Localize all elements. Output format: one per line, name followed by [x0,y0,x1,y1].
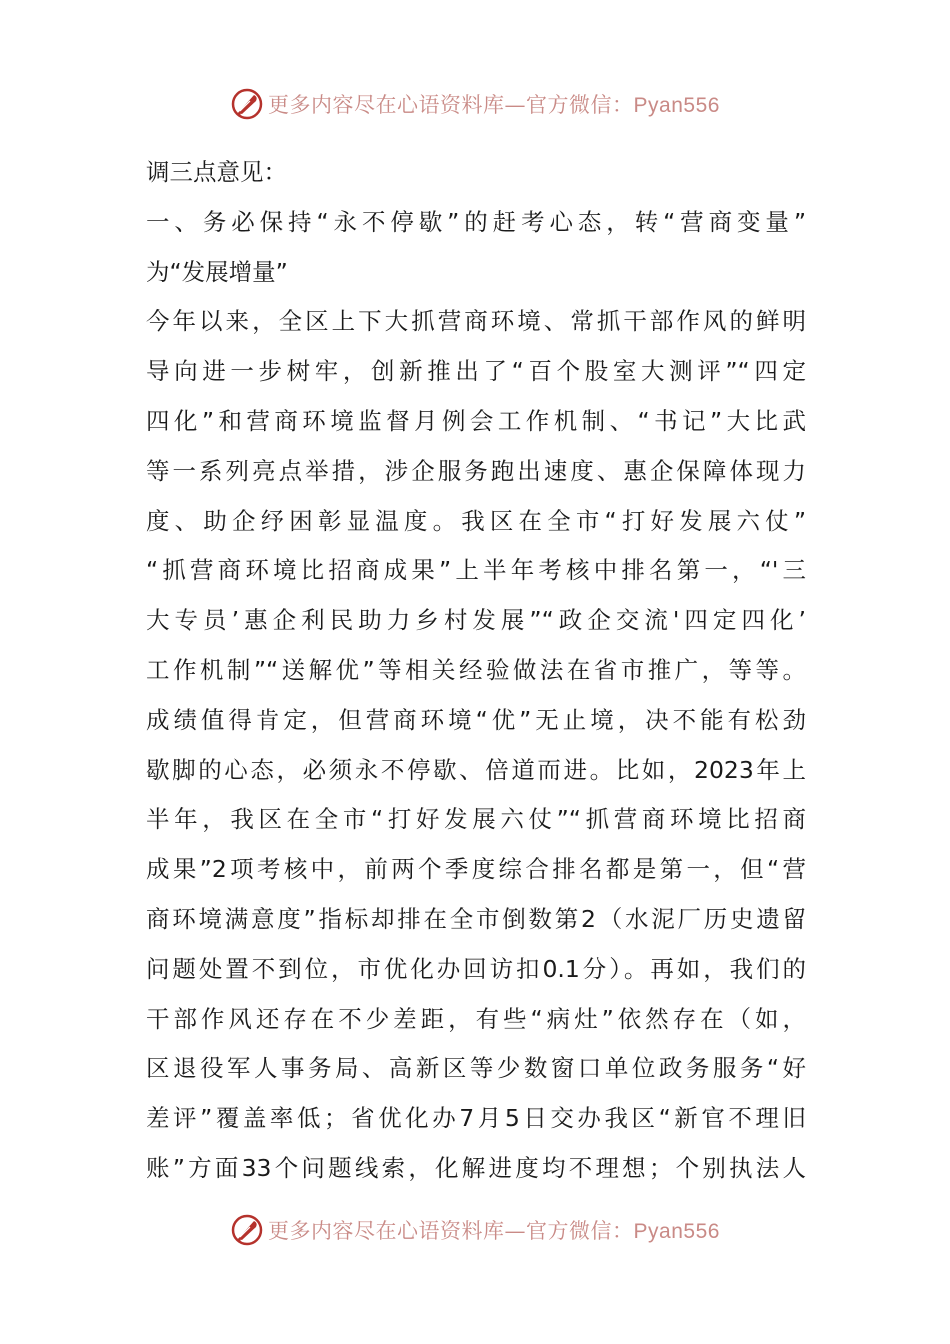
text-line: 差评”覆盖率低；省优化办7月5日交办我区“新官不理旧 [146,1104,806,1133]
quill-logo-icon [230,1213,264,1247]
text-line: 等一系列亮点举措，涉企服务跑出速度、惠企保障体现力 [146,456,806,485]
text-line: 商环境满意度”指标却排在全市倒数第2（水泥厂历史遗留 [146,904,806,933]
text-line: 成绩值得肯定，但营商环境“优”无止境，决不能有松劲 [146,705,806,734]
text-line: 歇脚的心态，必须永不停歇、倍道而进。比如，2023年上 [146,755,806,784]
text-line: 问题处置不到位，市优化办回访扣0.1分）。再如，我们的 [146,954,806,983]
text-line: 为“发展增量” [146,257,288,286]
footer-watermark [0,1210,950,1250]
text-line: 大专员’惠企利民助力乡村发展”“政企交流'四定四化’ [146,606,806,635]
document-body [146,148,806,1194]
quill-logo-icon [230,87,264,121]
header-watermark [0,84,950,124]
watermark-text: 更多内容尽在心语资料库—官方微信：Pyan556 [268,93,720,117]
text-line: 今年以来，全区上下大抓营商环境、常抓干部作风的鲜明 [146,307,806,336]
text-line: 干部作风还存在不少差距，有些“病灶”依然存在（如， [146,1004,806,1033]
text-line: 度、助企纾困彰显温度。我区在全市“打好发展六仗” [146,506,806,535]
text-line: 调三点意见： [146,158,287,186]
text-line: 半年，我区在全市“打好发展六仗”“抓营商环境比招商 [146,805,806,834]
text-line: “抓营商环境比招商成果”上半年考核中排名第一，“'三 [146,556,806,585]
text-line: 导向进一步树牢，创新推出了“百个股室大测评”“四定 [146,357,806,386]
text-line: 四化”和营商环境监督月例会工作机制、“书记”大比武 [146,406,806,435]
text-line: 区退役军人事务局、高新区等少数窗口单位政务服务“好 [146,1054,806,1083]
text-line: 账”方面33个问题线索，化解进度均不理想；个别执法人 [146,1153,806,1182]
text-line: 成果”2项考核中，前两个季度综合排名都是第一，但“营 [146,855,806,884]
text-line: 一、务必保持“永不停歇”的赶考心态，转“营商变量” [146,207,806,236]
text-line: 工作机制”“送解优”等相关经验做法在省市推广，等等。 [146,655,806,684]
watermark-text: 更多内容尽在心语资料库—官方微信：Pyan556 [268,1219,720,1243]
